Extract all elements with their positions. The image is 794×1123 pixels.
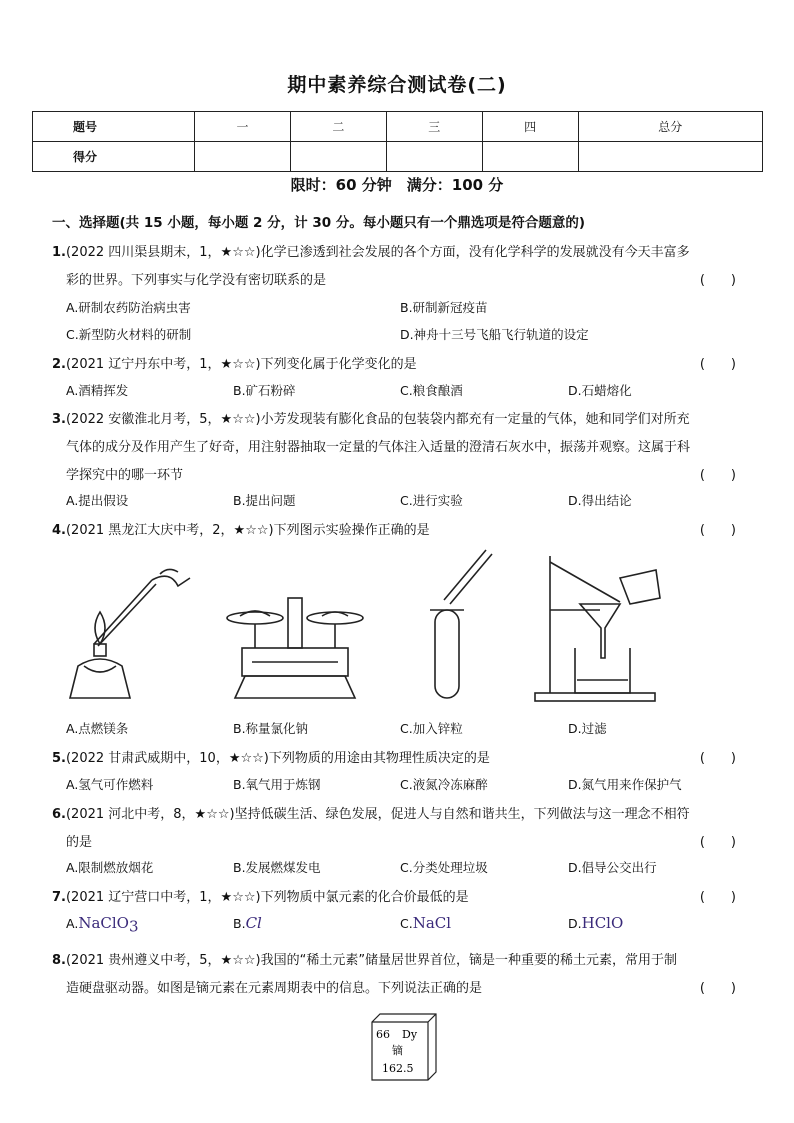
score-cell-3: 三	[386, 112, 482, 142]
q7-option-c: C.NaCl	[400, 914, 452, 932]
q4-option-c: C.加入锌粒	[400, 721, 463, 736]
score-table-score-row	[33, 142, 763, 172]
q6-option-d: D.倡导公交出行	[568, 860, 657, 875]
score-table-header-row	[33, 112, 763, 142]
score-cell-1: 一	[195, 112, 291, 142]
q7-option-d: D.HClO	[568, 914, 624, 932]
score-cell-total: 总分	[578, 112, 762, 142]
element-mass: 162.5	[382, 1062, 414, 1075]
answer-paren-1[interactable]: ( )	[699, 273, 736, 288]
q6-option-b: B.发展燃煤发电	[233, 860, 321, 875]
question-3-line3: 学探究中的哪一环节	[66, 468, 184, 483]
question-2: 2.(2021 辽宁丹东中考，1，★☆☆)下列变化属于化学变化的是	[52, 357, 417, 372]
answer-paren-6[interactable]: ( )	[699, 835, 736, 850]
element-tile-dy	[370, 1012, 438, 1084]
question-4: 4.(2021 黑龙江大庆中考，2，★☆☆)下列图示实验操作正确的是	[52, 523, 430, 538]
q3-option-a: A.提出假设	[66, 493, 129, 508]
question-3: 3.(2022 安徽淮北月考，5，★☆☆)小芳发现装有膨化食品的包装袋内都充有一定量的气体，她和同学们对所充	[52, 412, 690, 427]
score-blank-3[interactable]	[386, 142, 482, 172]
answer-paren-4[interactable]: ( )	[699, 523, 736, 538]
answer-paren-8[interactable]: ( )	[699, 981, 736, 996]
question-6: 6.(2021 河北中考，8，★☆☆)坚持低碳生活、绿色发展，促进人与自然和谐共生，下列做法与这一理念不相符	[52, 807, 690, 822]
q3-option-c: C.进行实验	[400, 493, 463, 508]
question-8: 8.(2021 贵州遵义中考，5，★☆☆)我国的“稀土元素”储量居世界首位，镝是一种重要的稀土元素，常用于制	[52, 953, 678, 968]
filtration-figure	[535, 556, 660, 701]
answer-paren-7[interactable]: ( )	[699, 890, 736, 905]
q5-option-a: A.氢气可作燃料	[66, 777, 154, 792]
q1-option-d: D.神舟十三号飞船飞行轨道的设定	[400, 327, 589, 342]
q6-option-c: C.分类处理垃圾	[400, 860, 488, 875]
time-limit: 限时：60 分钟 满分：100 分	[290, 176, 504, 194]
score-blank-total[interactable]	[578, 142, 762, 172]
question-7: 7.(2021 辽宁营口中考，1，★☆☆)下列物质中氯元素的化合价最低的是	[52, 890, 469, 905]
q2-option-c: C.粮食酿酒	[400, 383, 463, 398]
question-5: 5.(2022 甘肃武威期中，10，★☆☆)下列物质的用途由其物理性质决定的是	[52, 751, 490, 766]
question-1: 1.(2022 四川渠县期末，1，★☆☆)化学已渗透到社会发展的各个方面，没有化学科学的发展就没有今天丰富多	[52, 245, 690, 260]
element-symbol: Dy	[402, 1028, 418, 1041]
alcohol-lamp-figure	[70, 569, 190, 698]
test-tube-figure	[430, 550, 492, 698]
answer-paren-2[interactable]: ( )	[699, 357, 736, 372]
question-8-line2: 造硬盘驱动器。如图是镝元素在元素周期表中的信息。下列说法正确的是	[66, 981, 483, 996]
score-cell-2: 二	[290, 112, 386, 142]
score-row-label: 得分	[33, 142, 195, 172]
q3-option-d: D.得出结论	[568, 493, 632, 508]
q2-option-a: A.酒精挥发	[66, 383, 129, 398]
q5-option-b: B.氧气用于炼钢	[233, 777, 321, 792]
score-blank-2[interactable]	[290, 142, 386, 172]
q2-option-b: B.矿石粉碎	[233, 383, 296, 398]
q7-option-b: B.Cl	[233, 914, 262, 932]
q3-option-b: B.提出问题	[233, 493, 296, 508]
score-blank-4[interactable]	[482, 142, 578, 172]
q7-option-a: A.NaClO$_3$	[66, 914, 139, 936]
q6-option-a: A.限制燃放烟花	[66, 860, 154, 875]
element-name: 镝	[392, 1044, 403, 1057]
answer-paren-5[interactable]: ( )	[699, 751, 736, 766]
q4-option-a: A.点燃镁条	[66, 721, 129, 736]
page-title: 期中素养综合测试卷(二)	[287, 74, 507, 96]
experiment-figures	[60, 548, 740, 708]
q2-option-d: D.石蜡熔化	[568, 383, 632, 398]
q5-option-c: C.液氮冷冻麻醉	[400, 777, 488, 792]
section-heading: 一、选择题(共 15 小题，每小题 2 分，计 30 分。每小题只有一个鼎选项是符合题意的)	[52, 215, 586, 231]
score-cell-4: 四	[482, 112, 578, 142]
element-number: 66	[376, 1028, 390, 1041]
q1-option-c: C.新型防火材料的研制	[66, 327, 192, 342]
answer-paren-3[interactable]: ( )	[699, 468, 736, 483]
question-3-line2: 气体的成分及作用产生了好奇，用注射器抽取一定量的气体注入适量的澄清石灰水中，振荡并观察。这属于科	[66, 440, 691, 455]
question-6-line2: 的是	[66, 835, 93, 850]
score-table	[32, 111, 763, 172]
q1-option-a: A.研制农药防治病虫害	[66, 300, 191, 315]
score-cell-label: 题号	[33, 112, 195, 142]
q1-option-b: B.研制新冠疫苗	[400, 300, 488, 315]
balance-scale-figure	[227, 598, 363, 698]
question-1-line2: 彩的世界。下列事实与化学没有密切联系的是	[66, 273, 327, 288]
score-blank-1[interactable]	[195, 142, 291, 172]
q4-option-d: D.过滤	[568, 721, 607, 736]
q5-option-d: D.氮气用来作保护气	[568, 777, 682, 792]
q4-option-b: B.称量氯化钠	[233, 721, 309, 736]
